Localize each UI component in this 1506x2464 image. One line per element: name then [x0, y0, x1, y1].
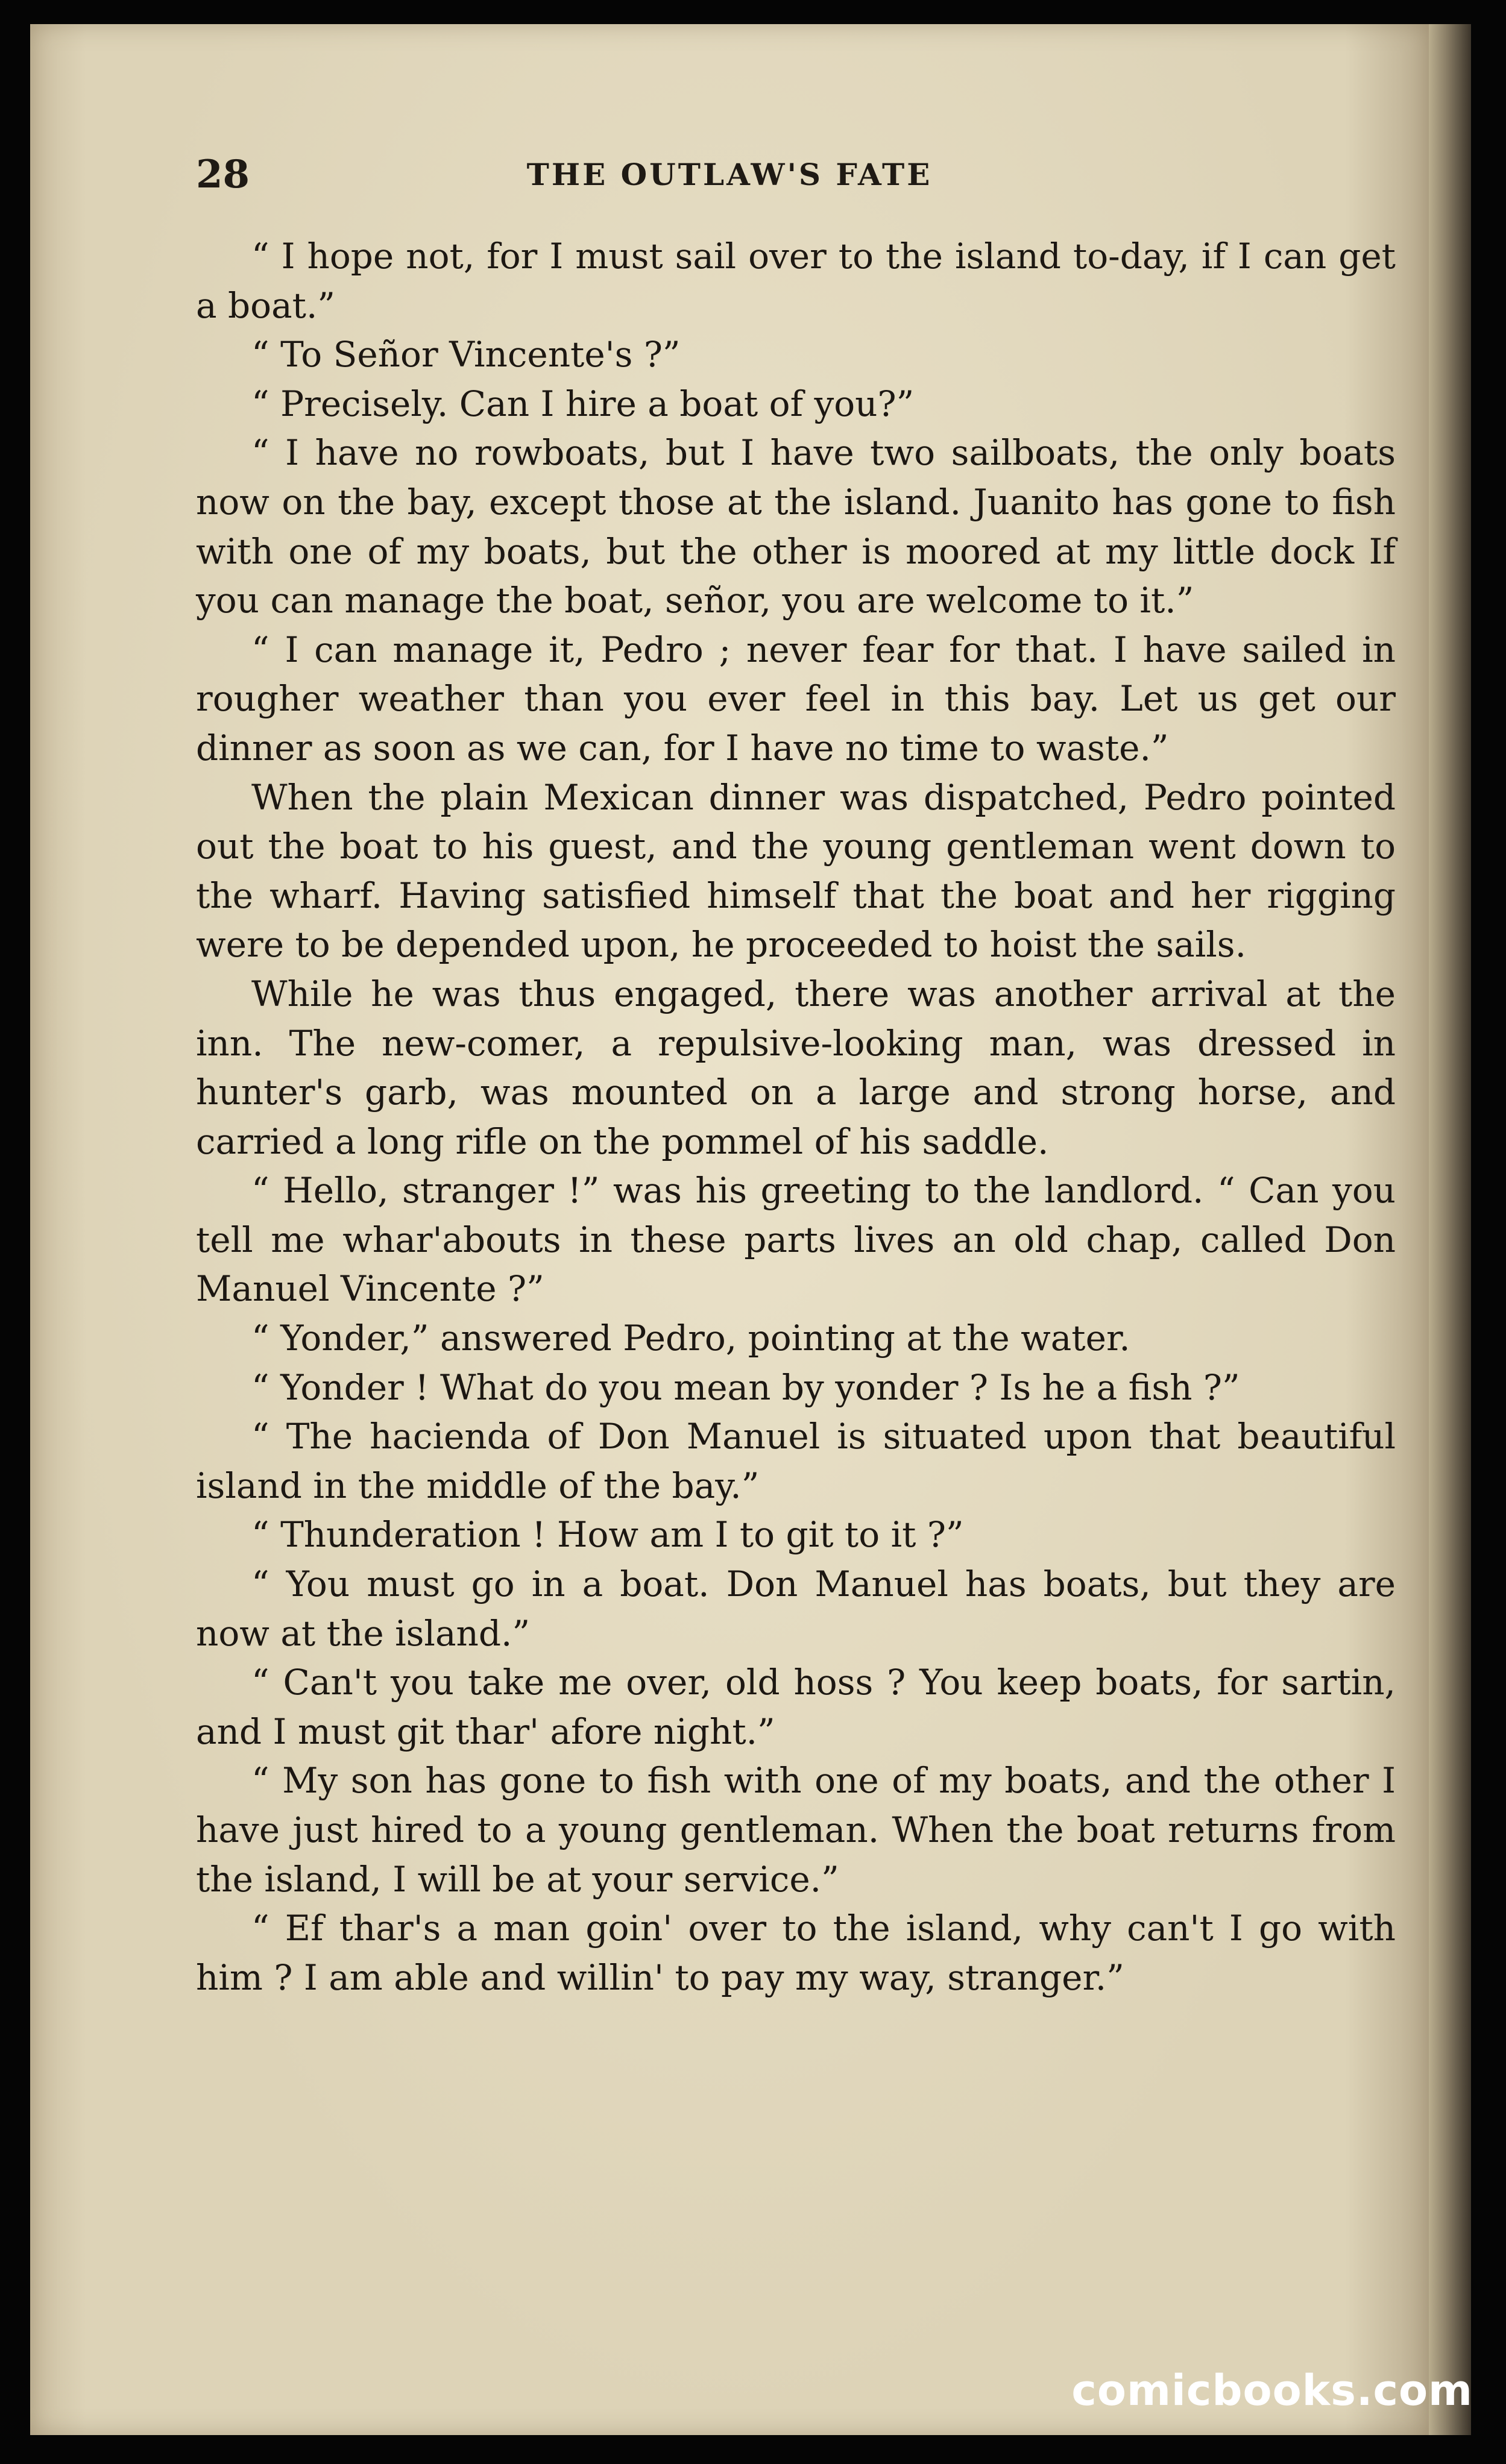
paragraph: “ Precisely. Can I hire a boat of you?”: [251, 383, 915, 424]
paragraph: “ Can't you take me over, old hoss ? You keep boats, for sartin, and I must git thar' afore night.”: [196, 1662, 1396, 1752]
paragraph: “ To Señor Vincente's ?”: [251, 334, 681, 376]
running-title: THE OUTLAW'S FATE: [526, 157, 933, 192]
paragraph: “ Yonder ! What do you mean by yonder ? Is he a fish ?”: [251, 1366, 1240, 1408]
paragraph: “ You must go in a boat. Don Manuel has boats, but they are now at the island.”: [196, 1564, 1396, 1654]
paragraph: While he was thus engaged, there was another arrival at the inn. The new-comer, a repulsive-looking man, was dressed in hunter's garb, was mounted on a large and strong horse, and carried a long rifle on the pommel of his saddle.: [196, 973, 1396, 1162]
paragraph: When the plain Mexican dinner was dispatched, Pedro pointed out the boat to his guest, and the young gentleman went down to the wharf. Having satisfied himself that the boat and her rigging were to be depended upon, he proceeded to hoist the sails.: [196, 776, 1396, 966]
paragraph: “ I have no rowboats, but I have two sailboats, the only boats now on the bay, except those at the island. Juanito has gone to fish with one of my boats, but the other is moored at my little dock If you can manage the boat, señor, you are welcome to it.”: [196, 432, 1396, 621]
paragraph: “ I hope not, for I must sail over to the island to-day, if I can get a boat.”: [196, 236, 1396, 326]
paragraph: “ Ef thar's a man goin' over to the island, why can't I go with him ? I am able and willin' to pay my way, stranger.”: [196, 1908, 1396, 1998]
paragraph: “ Yonder,” answered Pedro, pointing at the water.: [251, 1318, 1130, 1359]
page-edge: [1429, 24, 1471, 2435]
watermark: comicbooks.com: [1071, 2366, 1473, 2415]
body-text: [196, 232, 1396, 2002]
book-page: [30, 24, 1429, 2435]
paragraph: “ I can manage it, Pedro ; never fear for that. I have sailed in rougher weather than you ever feel in this bay. Let us get our dinner as soon as we can, for I have no time to waste.”: [196, 629, 1396, 768]
page-number: 28: [196, 152, 250, 197]
paragraph: “ Hello, stranger !” was his greeting to the landlord. “ Can you tell me whar'abouts in these parts lives an old chap, called Don Manuel Vincente ?”: [196, 1170, 1396, 1310]
paragraph: “ The hacienda of Don Manuel is situated upon that beautiful island in the middle of the bay.”: [196, 1416, 1396, 1506]
running-head: [30, 139, 1429, 211]
paragraph: “ My son has gone to fish with one of my boats, and the other I have just hired to a young gentleman. When the boat returns from the island, I will be at your service.”: [196, 1760, 1396, 1900]
paragraph: “ Thunderation ! How am I to git to it ?”: [251, 1514, 964, 1556]
